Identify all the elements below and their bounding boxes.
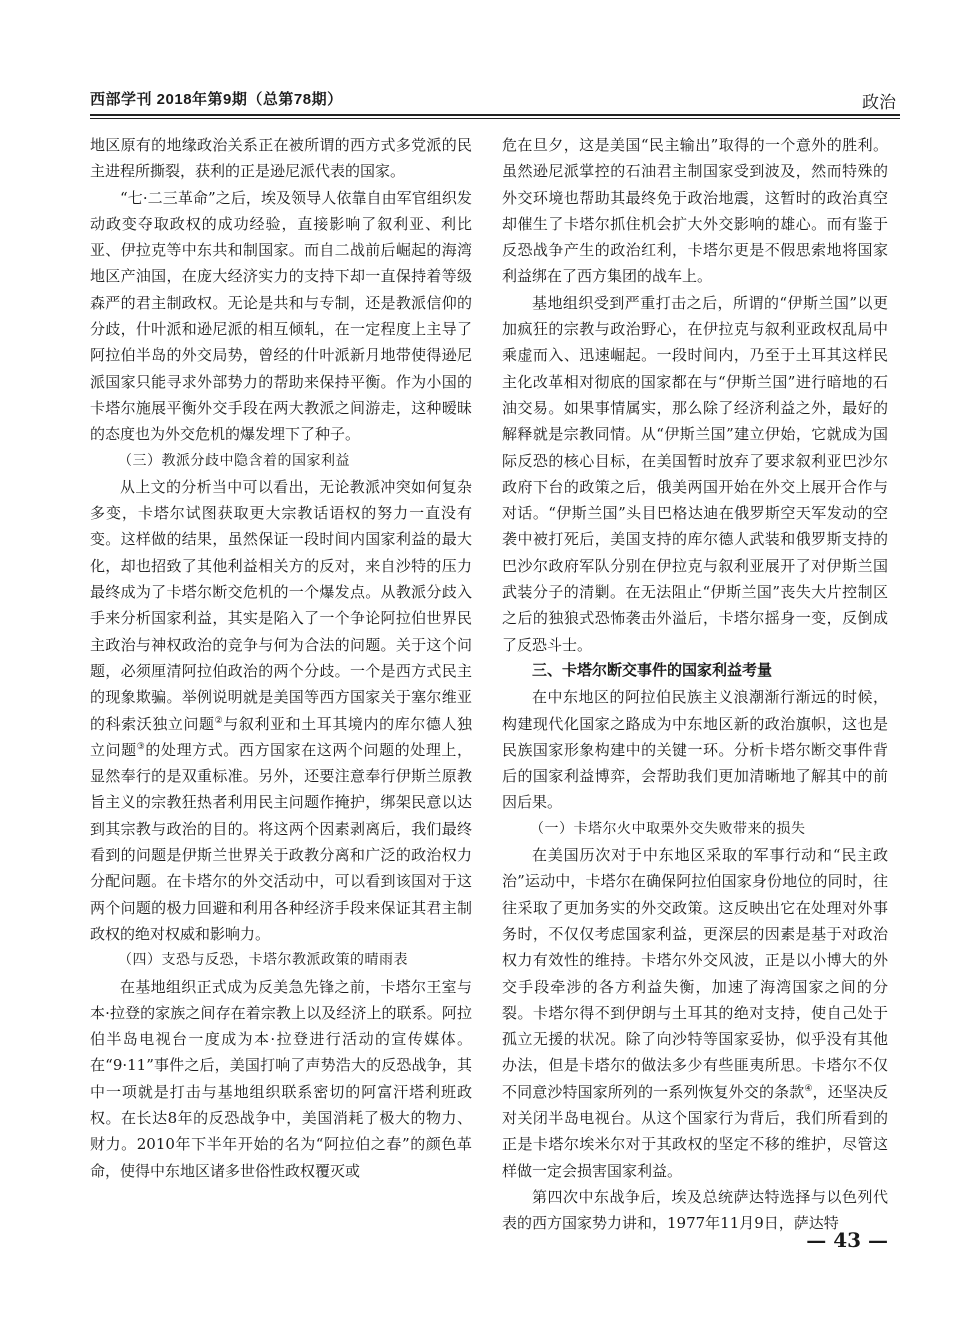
paragraph: 在基地组织正式成为反美急先锋之前，卡塔尔王室与本·拉登的家族之间存在着宗教上以及经济上的联系。阿拉伯半岛电视台一度成为本·拉登进行活动的宣传媒体。在“9·11”事件之后，美国打响了声势浩大的反恐战争，其中一项就是打击与基地组织联系密切的阿富汗塔利班政权。在长达8年的反恐战争中，美国消耗了极大的物力、财力。2010年下半年开始的名为“阿拉伯之春”的颜色革命，使得中东地区诸多世俗性政权覆灭或: [90, 977, 472, 1180]
paragraph-text: 从上文的分析当中可以看出，无论教派冲突如何复杂多变，卡塔尔试图获取更大宗教话语权的努力一直没有变。这样做的结果，虽然保证一段时间内国家利益的最大化，却也招致了其他利益相关方的反对，来自沙特的压力最终成为了卡塔尔断交危机的一个爆发点。从教派分歧入手来分析国家利益，其实是陷入了一个争论阿拉伯世界民主政治与神权政治的竞争与何为合法的问题。关于这个问题，必须厘清阿拉伯政治的两个分歧。一个是西方式民主的现象欺骗。举例说明就是美国等西方国家关于塞尔维亚的科索沃独立问题: [90, 477, 472, 733]
footnote-ref: ②: [214, 715, 224, 726]
subsection-heading: （一）卡塔尔火中取栗外交失败带来的损失: [530, 820, 806, 837]
paragraph: [90, 474, 472, 947]
paragraph-text: 与叙利亚和土耳其境内的库尔德人独立问题: [90, 714, 472, 759]
header-rule-thick: [90, 114, 900, 116]
paragraph: 地区原有的地缘政治关系正在被所谓的西方式多党派的民主进程所撕裂，获利的正是逊尼派代表的国家。: [90, 136, 472, 181]
paragraph-text: 的处理方式。西方国家在这两个问题的处理上，显然奉行的是双重标准。另外，还要注意奉行伊斯兰原教旨主义的宗教狂热者利用民主问题作掩护，绑架民意以达到其宗教与政治的目的。将这两个因素剥离后，我们最终看到的问题是伊斯兰世界关于政教分离和广泛的政治权力分配问题。在卡塔尔的外交活动中，可以看到该国对于这两个问题的极力回避和利用各种经济手段来保证其君主制政权的绝对权威和影响力。: [90, 740, 472, 943]
paragraph: 基地组织受到严重打击之后，所谓的“伊斯兰国”以更加疯狂的宗教与政治野心，在伊拉克与叙利亚政权乱局中乘虚而入、迅速崛起。一段时间内，乃至于土耳其这样民主化改革相对彻底的国家都在与“伊斯兰国”进行暗地的石油交易。如果事情属实，那么除了经济利益之外，最好的解释就是宗教同情。从“伊斯兰国”建立伊始，它就成为国际反恐的核心目标，在美国暂时放弃了要求叙利亚巴沙尔政府下台的政策之后，俄美两国开始在外交上展开合作与对话。“伊斯兰国”头目巴格达迪在俄罗斯空天军发动的空袭中被打死后，美国支持的库尔德人武装和俄罗斯支持的巴沙尔政府军队分别在伊拉克与叙利亚展开了对伊斯兰国武装分子的清剿。在无法阻止“伊斯兰国”丧失大片控制区之后的独狼式恐怖袭击外溢后，卡塔尔摇身一变，反倒成了反恐斗士。: [502, 293, 888, 654]
paragraph-text: ，还坚决反对关闭半岛电视台。从这个国家行为背后，我们所看到的正是卡塔尔埃米尔对于其政权的坚定不移的维护，尽管这样做一定会损害国家利益。: [502, 1082, 888, 1180]
subsection-heading: （四）支恐与反恐，卡塔尔教派政策的晴雨表: [118, 952, 408, 969]
paragraph: 在中东地区的阿拉伯民族主义浪潮渐行渐远的时候，构建现代化国家之路成为中东地区新的政治旗帜，这也是民族国家形象构建中的关键一环。分析卡塔尔断交事件背后的国家利益博弈，会帮助我们更加清晰地了解其中的前因后果。: [502, 688, 888, 812]
page-header: [90, 82, 900, 120]
section-label: 政治: [862, 93, 896, 112]
paragraph: 危在旦夕，这是美国“民主输出”取得的一个意外的胜利。虽然逊尼派掌控的石油君主制国家受到波及，然而特殊的外交环境也帮助其最终免于政治地震，这暂时的政治真空却催生了卡塔尔抓住机会扩大外交影响的雄心。而有鉴于反恐战争产生的政治红利，卡塔尔更是不假思索地将国家利益绑在了西方集团的战车上。: [502, 136, 888, 286]
paragraph: “七·二三革命”之后，埃及领导人依靠自由军官组织发动政变夺取政权的成功经验，直接影响了叙利亚、利比亚、伊拉克等中东共和制国家。而自二战前后崛起的海湾地区产油国，在庞大经济实力的支持下却一直保持着等级森严的君主制政权。无论是共和与专制，还是教派信仰的分歧，什叶派和逊尼派的相互倾轧，在一定程度上主导了阿拉伯半岛的外交局势，曾经的什叶派新月地带使得逊尼派国家只能寻求外部势力的帮助来保持平衡。作为小国的卡塔尔施展平衡外交手段在两大教派之间游走，这种暧昧的态度也为外交危机的爆发埋下了种子。: [90, 188, 472, 444]
journal-title: 西部学刊 2018年第9期（总第78期）: [90, 91, 343, 108]
footnote-ref: ④: [804, 1083, 813, 1094]
paragraph: [502, 842, 888, 1184]
paragraph: 第四次中东战争后，埃及总统萨达特选择与以色列代表的西方国家势力讲和，1977年11月9日，萨达特: [502, 1187, 888, 1233]
left-column: [90, 132, 472, 1184]
subsection-heading: （三）教派分歧中隐含着的国家利益: [118, 452, 350, 469]
footnote-ref: ③: [136, 741, 146, 752]
section-heading: 三、卡塔尔断交事件的国家利益考量: [532, 661, 773, 679]
header-rule-thin: [90, 118, 900, 119]
page-number: — 43 —: [806, 1228, 888, 1252]
right-column: [502, 132, 888, 1236]
paragraph-text: 在美国历次对于中东地区采取的军事行动和“民主政治”运动中，卡塔尔在确保阿拉伯国家身份地位的同时，往往采取了更加务实的外交政策。这反映出它在处理对外事务时，不仅仅考虑国家利益，更深层的因素是基于对政治权力有效性的维持。卡塔尔外交风波，正是以小博大的外交手段牵涉的各方利益失衡，加速了海湾国家之间的分裂。卡塔尔得不到伊朗与土耳其的绝对支持，使自己处于孤立无援的状况。除了向沙特等国家妥协，似乎没有其他办法，但是卡塔尔的做法多少有些匪夷所思。卡塔尔不仅不同意沙特国家所列的一系列恢复外交的条款: [502, 846, 888, 1101]
